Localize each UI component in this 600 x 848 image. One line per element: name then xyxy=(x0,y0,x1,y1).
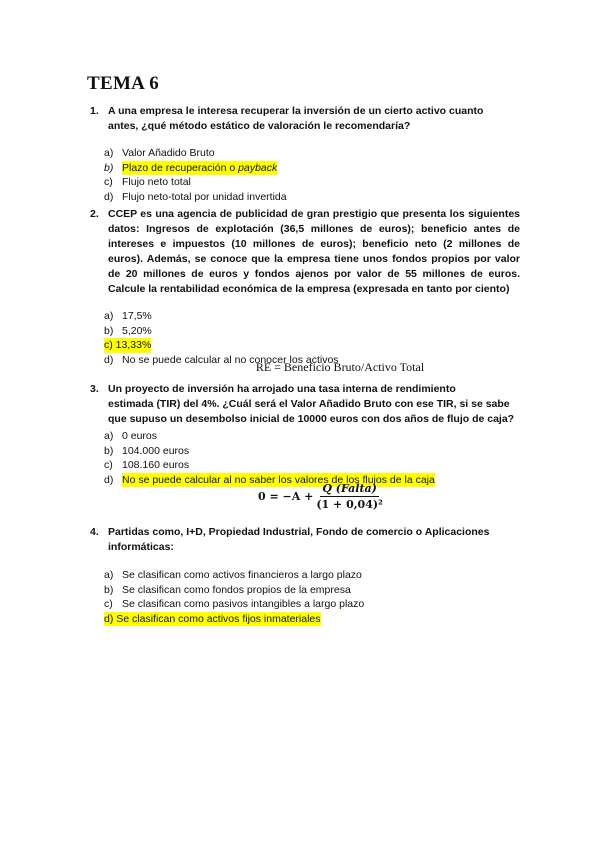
option-b: b) Se clasifican como fondos propios de la empresa xyxy=(104,583,351,596)
option-d: d) No se puede calcular al no saber los valores de los flujos de la caja xyxy=(104,473,435,486)
question-text: CCEP es una agencia de publicidad de gran prestigio que presenta los siguientes datos: Ingresos de explotación (36,5 millones de euros); beneficio antes de intereses e impuestos (10 millones de euros); beneficio neto (2 millones de euros). Además, se conoce que la empresa tiene unos fondos propios por valor de 20 millones de euros y fondos ajenos por valor de 55 millones de euros. Calcule la rentabilidad económica de la empresa (expresada en tanto por ciento) xyxy=(108,208,520,295)
option-d: d) Flujo neto-total por unidad invertida xyxy=(104,190,287,203)
question-2 xyxy=(90,207,520,367)
option-c: c) Se clasifican como pasivos intangibles a largo plazo xyxy=(104,598,365,611)
option-list xyxy=(90,429,520,487)
page-title: TEMA 6 xyxy=(87,73,160,94)
question-1 xyxy=(90,104,520,204)
question-3 xyxy=(90,382,520,487)
option-list xyxy=(90,309,520,367)
option-c: c) 108.160 euros xyxy=(104,459,190,472)
option-b: b) 5,20% xyxy=(104,324,152,337)
question-4 xyxy=(90,525,520,626)
correct-answer-highlight: Plazo de recuperación o payback xyxy=(122,161,278,174)
question-number: 1. xyxy=(90,105,99,117)
question-text-line: A una empresa le interesa recuperar la inversión de un cierto activo cuanto xyxy=(108,105,484,117)
formula-rentabilidad: RE = Beneficio Bruto/Activo Total xyxy=(255,360,425,374)
option-list xyxy=(90,146,520,204)
option-c: c) Flujo neto total xyxy=(104,176,191,189)
option-d xyxy=(104,612,520,627)
option-a: a) 17,5% xyxy=(104,310,152,322)
question-text-line: informáticas: xyxy=(108,541,174,553)
option-a: a) Valor Añadido Bruto xyxy=(104,147,215,159)
formula-lhs: 0 = −A + xyxy=(258,490,314,503)
correct-answer-highlight: No se puede calcular al no saber los valores de los flujos de la caja xyxy=(122,473,435,486)
question-number: 3. xyxy=(90,383,99,395)
question-number: 4. xyxy=(90,526,99,538)
question-text-line: que supuso un desembolso inicial de 10000 euros con dos años de flujo de caja? xyxy=(108,413,515,425)
option-b: b) Plazo de recuperación o payback xyxy=(104,161,278,174)
option-a: a) 0 euros xyxy=(104,430,158,442)
formula-denominator: (1 + 0,04)² xyxy=(316,498,383,511)
question-number: 2. xyxy=(90,208,99,220)
question-text-line: antes, ¿qué método estático de valoración le recomendaría? xyxy=(108,120,411,132)
formula-numerator: Q (Falta) xyxy=(322,482,377,495)
formula-tir xyxy=(258,482,383,511)
option-c xyxy=(104,338,520,353)
correct-answer-highlight: d) Se clasifican como activos fijos inmateriales xyxy=(104,612,321,625)
option-b: b) 104.000 euros xyxy=(104,444,190,457)
question-text-line: estimada (TIR) del 4%. ¿Cuál será el Valor Añadido Bruto con ese TIR, si se sabe xyxy=(108,398,510,410)
question-text-line: Partidas como, I+D, Propiedad Industrial, Fondo de comercio o Aplicaciones xyxy=(108,526,490,538)
option-d: d) No se puede calcular al no conocer los activos xyxy=(104,353,339,366)
formula-fraction xyxy=(316,482,383,511)
option-a: a) Se clasifican como activos financieros a largo plazo xyxy=(104,569,362,581)
option-list xyxy=(90,568,520,626)
question-text-line: Un proyecto de inversión ha arrojado una tasa interna de rendimiento xyxy=(108,383,456,395)
correct-answer-highlight: c) 13,33% xyxy=(104,339,152,352)
